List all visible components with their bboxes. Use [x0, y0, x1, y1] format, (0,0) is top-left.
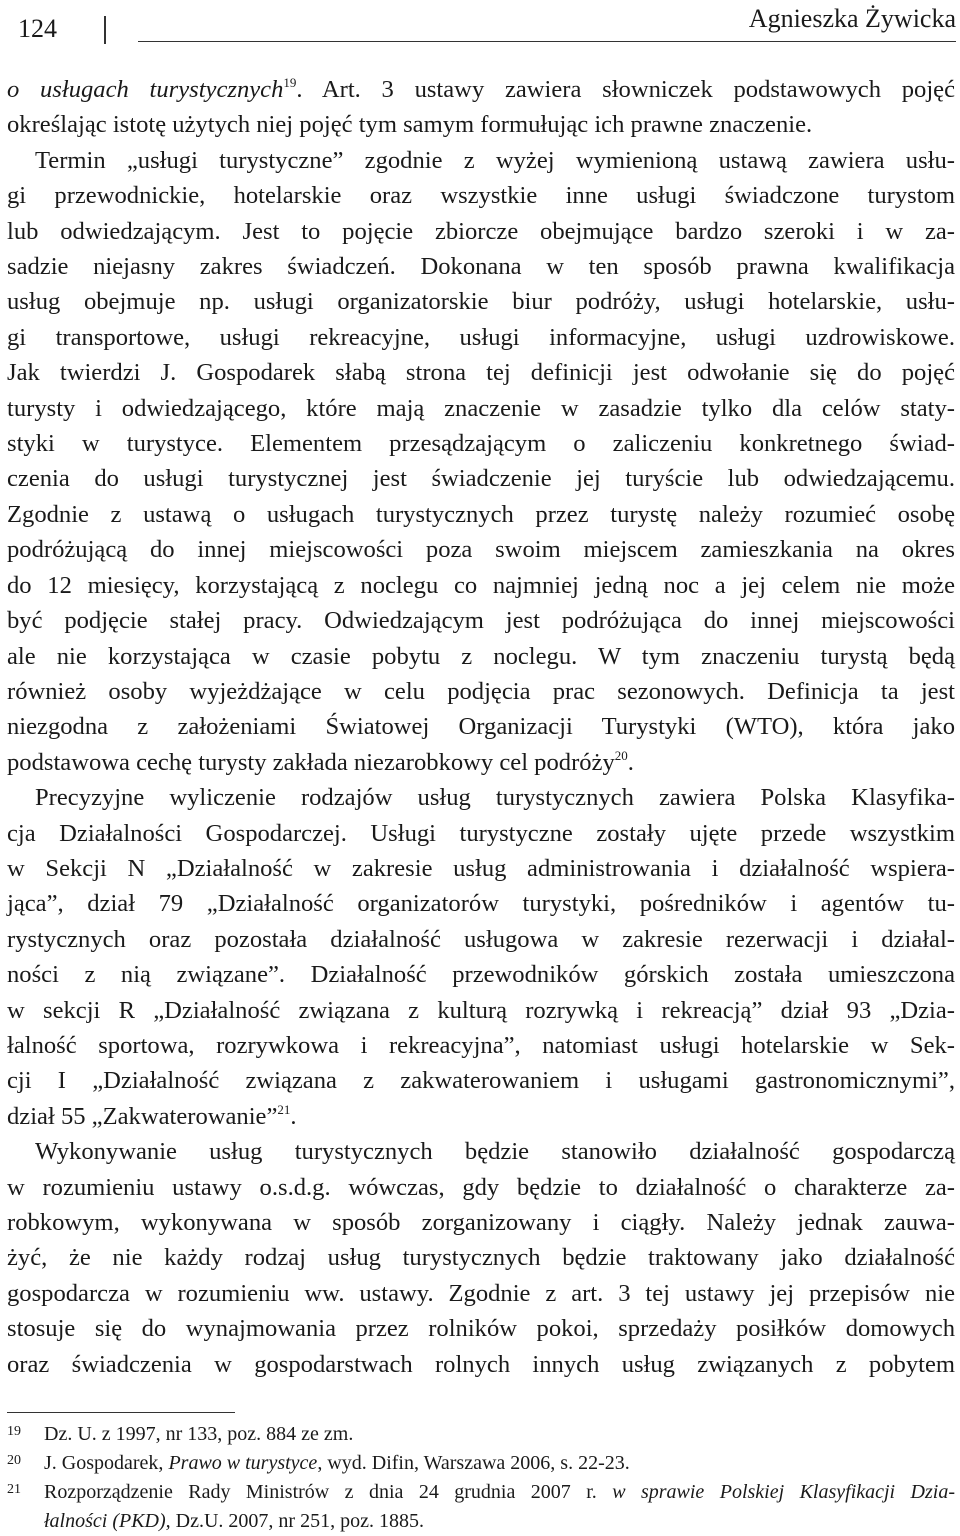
text-line: robkowym, wykonywana w sposób zorganizowany i ciągły. Należy jednak zauwa- [7, 1209, 955, 1236]
text-line: Zgodnie z ustawą o usługach turystycznych przez turystę należy rozumieć osobę [7, 500, 955, 528]
text-line: w rozumieniu ustawy o.s.d.g. wówczas, gdy będzie to działalność o charakterze za- [7, 1173, 955, 1201]
text-span: . [290, 1102, 297, 1130]
body-text [7, 72, 955, 1382]
text-span: . Art. 3 ustawy zawiera słowniczek podstawowych pojęć [296, 76, 955, 103]
footnote-number: 19 [7, 1424, 21, 1439]
running-head-author: Agnieszka Żywicka [748, 4, 956, 33]
text-line: podróżującą do innej miejscowości poza swoim miejscem zamieszkania na okres [7, 536, 955, 564]
header-divider [104, 16, 106, 44]
text-line: stosuje się do wynajmowania przez rolników pokoi, sprzedaży posiłków domowych [7, 1315, 955, 1343]
text-line: również osoby wyjeżdżające w celu podjęcia prac sezonowych. Definicja ta jest [7, 677, 955, 705]
footnote-text [44, 1507, 955, 1536]
text-line: Jak twierdzi J. Gospodarek słabą strona tej definicji jest odwołanie się do pojęć [7, 359, 955, 387]
law-title-italic: o usługach turystycznych [7, 76, 284, 103]
text-span: dział 55 „Zakwaterowanie” [7, 1102, 278, 1130]
text-line: czenia do usługi turystycznej jest świadczenie jej turyście lub odwiedzającemu. [7, 465, 955, 493]
text-line: cji I „Działalność związana z zakwaterowaniem i usługami gastronomicznymi”, [7, 1067, 955, 1095]
text-line: gi przewodnickie, hotelarskie oraz wszystkie inne usługi świadczone turystom [7, 182, 955, 210]
text-line: niezgodna z założeniami Światowej Organizacji Turystyki (WTO), która jako [7, 713, 955, 741]
text-span: , wyd. Difin, Warszawa 2006, s. 22-23. [317, 1452, 630, 1474]
text-line [7, 72, 955, 107]
text-line: gi transportowe, usługi rekreacyjne, usługi informacyjne, usługi uzdrowiskowe. [7, 323, 955, 351]
text-line [7, 745, 955, 780]
text-line: do 12 miesięcy, korzystającą z noclegu co najmniej jedną noc a jej celem nie może [7, 571, 955, 599]
text-line: określając istotę użytych niej pojęć tym samym formułując ich prawne znaczenie. [7, 111, 813, 139]
text-line: gospodarcza w rozumieniu ww. ustawy. Zgodnie z art. 3 tej ustawy jej przepisów nie [7, 1279, 955, 1307]
text-line: turysty i odwiedzającego, które mają znaczenie w zasadzie tylko dla celów staty- [7, 394, 955, 422]
text-line: oraz świadczenia w gospodarstwach rolnych innych usług związanych z pobytem [7, 1350, 955, 1378]
text-line: cja Działalności Gospodarczej. Usługi turystyczne zostały ujęte przede wszystkim [7, 819, 955, 847]
page-number: 124 [18, 14, 57, 43]
footnote-19 [7, 1420, 955, 1449]
footnote-text [44, 1449, 955, 1478]
footnote-20 [7, 1449, 955, 1478]
text-line: żyć, że nie każdy rodzaj usług turystycznych będzie traktowany jako działalność [7, 1244, 955, 1272]
text-line: łalność sportowa, rozrywkowa i rekreacyjna”, natomiast usługi hotelarskie w Sek- [7, 1031, 955, 1059]
text-line: Precyzyjne wyliczenie rodzajów usług turystycznych zawiera Polska Klasyfika- [35, 784, 955, 812]
regulation-title-italic: łalności (PKD), [44, 1510, 171, 1532]
text-line: lub odwiedzającym. Jest to pojęcie zbiorcze obejmujące bardzo szeroki i w za- [7, 217, 955, 245]
footnote-rule [7, 1412, 235, 1413]
text-line: być podjęcie stałej pracy. Odwiedzającym jest podróżująca do innej miejscowości [7, 607, 955, 635]
footnote-ref-21[interactable]: 21 [277, 1101, 291, 1117]
text-span: J. Gospodarek, [44, 1452, 169, 1474]
text-line: ności z nią związane”. Działalność przewodników górskich została umieszczona [7, 961, 955, 989]
text-line: ale nie korzystająca w czasie pobytu z noclegu. W tym znaczeniu turystą będą [7, 642, 955, 670]
footnotes [7, 1420, 955, 1536]
text-line: w sekcji R „Działalność związana z kulturą rozrywką i rekreacją” dział 93 „Dzia- [7, 996, 955, 1024]
text-span: Dz.U. 2007, nr 251, poz. 1885. [170, 1510, 424, 1532]
text-span: . [627, 748, 634, 776]
text-line: Wykonywanie usług turystycznych będzie stanowiło działalność gospodarczą [35, 1138, 955, 1166]
footnote-21 [7, 1478, 955, 1536]
text-line [7, 1099, 955, 1134]
footnote-text: Dz. U. z 1997, nr 133, poz. 884 ze zm. [44, 1423, 354, 1445]
text-span: Rozporządzenie Rady Ministrów z dnia 24 grudnia 2007 r. [44, 1481, 613, 1503]
text-line: rystycznych oraz pozostała działalność usługowa w zakresie rezerwacji i działal- [7, 925, 955, 953]
text-line: w Sekcji N „Działalność w zakresie usług administrowania i działalność wspiera- [7, 854, 955, 882]
footnote-number: 20 [7, 1453, 21, 1468]
text-line: Termin „usługi turystyczne” zgodnie z wyżej wymienioną ustawą zawiera usłu- [35, 146, 955, 174]
text-line: jąca”, dział 79 „Działalność organizatorów turystyki, pośredników i agentów tu- [7, 890, 955, 918]
text-span: podstawowa cechę turysty zakłada niezarobkowy cel podróży [7, 748, 615, 776]
text-line: sadzie niejasny zakres świadczeń. Dokonana w ten sposób prawna kwalifikacja [7, 253, 955, 281]
footnote-number: 21 [7, 1482, 21, 1497]
book-title-italic: Prawo w turystyce [168, 1452, 318, 1474]
footnote-ref-19[interactable]: 19 [283, 75, 297, 90]
text-line: styki w turystyce. Elementem przesądzającym o zaliczeniu konkretnego świad- [7, 430, 955, 458]
footnote-text [44, 1478, 955, 1507]
text-line: usług obejmuje np. usługi organizatorskie biur podróży, usługi hotelarskie, usłu- [7, 288, 955, 316]
regulation-title-italic: w sprawie Polskiej Klasyfikacji Dzia- [612, 1481, 955, 1503]
header-rule [138, 41, 956, 42]
running-header [18, 6, 956, 46]
footnote-ref-20[interactable]: 20 [614, 747, 628, 763]
